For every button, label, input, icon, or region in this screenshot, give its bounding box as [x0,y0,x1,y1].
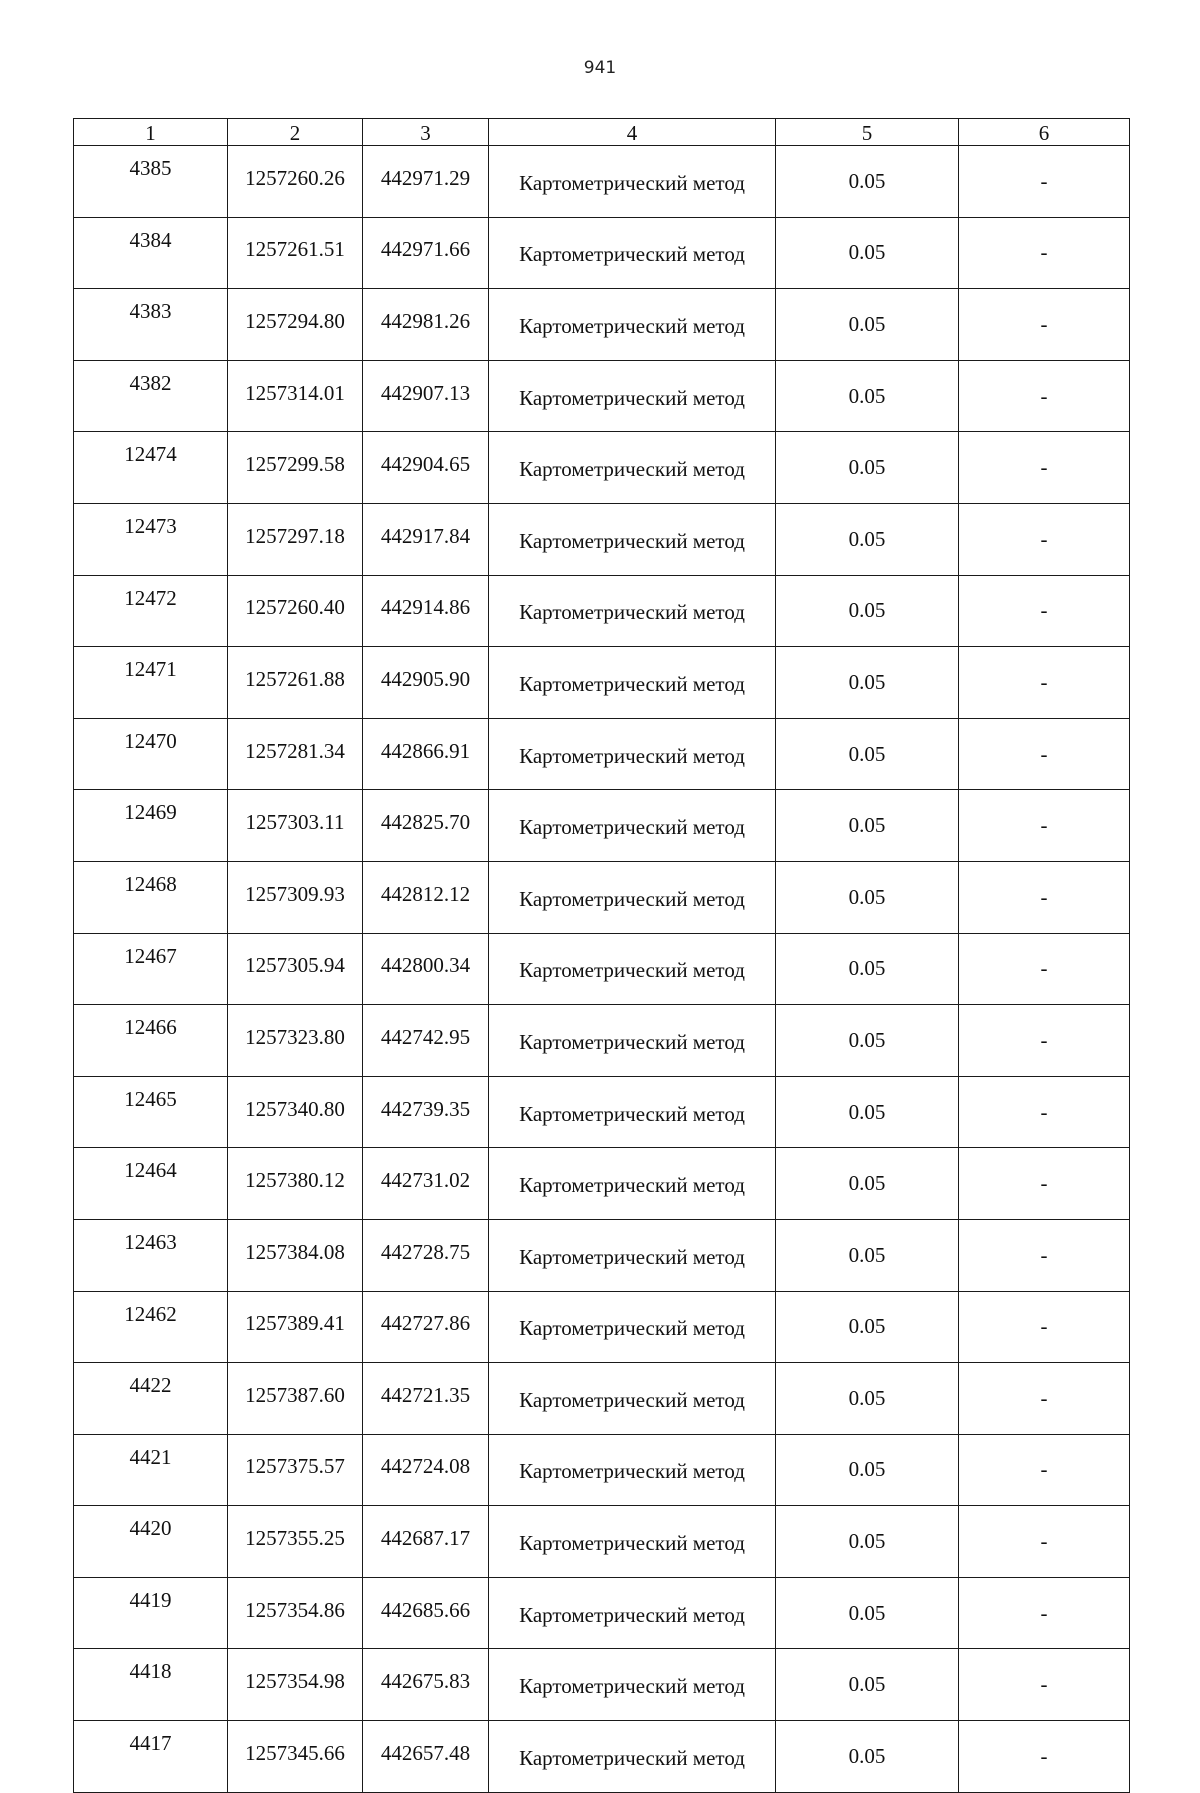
y-coordinate-cell: 442971.66 [363,217,489,289]
column-header-4: 4 [489,119,776,146]
description-cell: - [959,575,1130,647]
y-coordinate-cell: 442724.08 [363,1434,489,1506]
y-coordinate-cell: 442739.35 [363,1076,489,1148]
point-number-cell: 4384 [74,217,228,289]
method-cell: Картометрический метод [489,1219,776,1291]
table-row [74,1649,1130,1721]
accuracy-cell: 0.05 [776,146,959,218]
method-cell: Картометрический метод [489,1148,776,1220]
y-coordinate-cell: 442742.95 [363,1005,489,1077]
x-coordinate-cell: 1257309.93 [228,861,363,933]
y-coordinate-cell: 442914.86 [363,575,489,647]
accuracy-cell: 0.05 [776,861,959,933]
table-row [74,1434,1130,1506]
x-coordinate-cell: 1257345.66 [228,1721,363,1793]
x-coordinate-cell: 1257387.60 [228,1363,363,1435]
point-number-cell: 12468 [74,861,228,933]
column-header-2: 2 [228,119,363,146]
table-row [74,1219,1130,1291]
point-number-cell: 12465 [74,1076,228,1148]
page-number: 941 [583,58,617,78]
x-coordinate-cell: 1257294.80 [228,289,363,361]
method-cell: Картометрический метод [489,718,776,790]
y-coordinate-cell: 442731.02 [363,1148,489,1220]
description-cell: - [959,1721,1130,1793]
accuracy-cell: 0.05 [776,1148,959,1220]
table-row [74,503,1130,575]
method-cell: Картометрический метод [489,575,776,647]
description-cell: - [959,1219,1130,1291]
table-row [74,1577,1130,1649]
method-cell: Картометрический метод [489,790,776,862]
method-cell: Картометрический метод [489,1363,776,1435]
description-cell: - [959,647,1130,719]
y-coordinate-cell: 442917.84 [363,503,489,575]
point-number-cell: 4419 [74,1577,228,1649]
accuracy-cell: 0.05 [776,1577,959,1649]
x-coordinate-cell: 1257355.25 [228,1506,363,1578]
method-cell: Картометрический метод [489,217,776,289]
method-cell: Картометрический метод [489,432,776,504]
y-coordinate-cell: 442904.65 [363,432,489,504]
description-cell: - [959,933,1130,1005]
method-cell: Картометрический метод [489,1076,776,1148]
table-row [74,790,1130,862]
table-row [74,1721,1130,1793]
y-coordinate-cell: 442727.86 [363,1291,489,1363]
description-cell: - [959,217,1130,289]
accuracy-cell: 0.05 [776,575,959,647]
table-row [74,718,1130,790]
point-number-cell: 12463 [74,1219,228,1291]
x-coordinate-cell: 1257354.86 [228,1577,363,1649]
point-number-cell: 4418 [74,1649,228,1721]
accuracy-cell: 0.05 [776,647,959,719]
method-cell: Картометрический метод [489,1649,776,1721]
table-row [74,861,1130,933]
accuracy-cell: 0.05 [776,432,959,504]
x-coordinate-cell: 1257260.26 [228,146,363,218]
x-coordinate-cell: 1257354.98 [228,1649,363,1721]
x-coordinate-cell: 1257323.80 [228,1005,363,1077]
point-number-cell: 4422 [74,1363,228,1435]
point-number-cell: 12474 [74,432,228,504]
accuracy-cell: 0.05 [776,1076,959,1148]
point-number-cell: 4420 [74,1506,228,1578]
accuracy-cell: 0.05 [776,1506,959,1578]
accuracy-cell: 0.05 [776,790,959,862]
method-cell: Картометрический метод [489,289,776,361]
x-coordinate-cell: 1257314.01 [228,360,363,432]
method-cell: Картометрический метод [489,647,776,719]
description-cell: - [959,503,1130,575]
description-cell: - [959,1649,1130,1721]
x-coordinate-cell: 1257380.12 [228,1148,363,1220]
x-coordinate-cell: 1257375.57 [228,1434,363,1506]
point-number-cell: 4385 [74,146,228,218]
method-cell: Картометрический метод [489,360,776,432]
method-cell: Картометрический метод [489,1434,776,1506]
description-cell: - [959,289,1130,361]
y-coordinate-cell: 442907.13 [363,360,489,432]
point-number-cell: 12464 [74,1148,228,1220]
method-cell: Картометрический метод [489,503,776,575]
coordinates-table [73,118,1130,1793]
accuracy-cell: 0.05 [776,1291,959,1363]
y-coordinate-cell: 442905.90 [363,647,489,719]
description-cell: - [959,432,1130,504]
point-number-cell: 4417 [74,1721,228,1793]
accuracy-cell: 0.05 [776,1363,959,1435]
accuracy-cell: 0.05 [776,1005,959,1077]
x-coordinate-cell: 1257261.88 [228,647,363,719]
point-number-cell: 12472 [74,575,228,647]
table-row [74,1363,1130,1435]
table-row [74,575,1130,647]
table-row [74,933,1130,1005]
point-number-cell: 12471 [74,647,228,719]
y-coordinate-cell: 442981.26 [363,289,489,361]
description-cell: - [959,1506,1130,1578]
method-cell: Картометрический метод [489,1291,776,1363]
x-coordinate-cell: 1257384.08 [228,1219,363,1291]
accuracy-cell: 0.05 [776,1721,959,1793]
method-cell: Картометрический метод [489,1506,776,1578]
method-cell: Картометрический метод [489,1721,776,1793]
y-coordinate-cell: 442657.48 [363,1721,489,1793]
table-row [74,1148,1130,1220]
description-cell: - [959,360,1130,432]
table-body [74,146,1130,1793]
y-coordinate-cell: 442825.70 [363,790,489,862]
point-number-cell: 4421 [74,1434,228,1506]
x-coordinate-cell: 1257340.80 [228,1076,363,1148]
description-cell: - [959,718,1130,790]
table-row [74,289,1130,361]
table-row [74,432,1130,504]
x-coordinate-cell: 1257303.11 [228,790,363,862]
point-number-cell: 12467 [74,933,228,1005]
table-row [74,1005,1130,1077]
table-row [74,1076,1130,1148]
table-row [74,1291,1130,1363]
description-cell: - [959,790,1130,862]
accuracy-cell: 0.05 [776,503,959,575]
method-cell: Картометрический метод [489,1577,776,1649]
accuracy-cell: 0.05 [776,1649,959,1721]
column-header-6: 6 [959,119,1130,146]
description-cell: - [959,1076,1130,1148]
accuracy-cell: 0.05 [776,360,959,432]
x-coordinate-cell: 1257281.34 [228,718,363,790]
table-row [74,647,1130,719]
accuracy-cell: 0.05 [776,1219,959,1291]
method-cell: Картометрический метод [489,861,776,933]
description-cell: - [959,1363,1130,1435]
y-coordinate-cell: 442800.34 [363,933,489,1005]
accuracy-cell: 0.05 [776,217,959,289]
x-coordinate-cell: 1257261.51 [228,217,363,289]
y-coordinate-cell: 442971.29 [363,146,489,218]
accuracy-cell: 0.05 [776,289,959,361]
description-cell: - [959,861,1130,933]
table-row [74,146,1130,218]
point-number-cell: 4383 [74,289,228,361]
accuracy-cell: 0.05 [776,1434,959,1506]
description-cell: - [959,1577,1130,1649]
point-number-cell: 12473 [74,503,228,575]
x-coordinate-cell: 1257297.18 [228,503,363,575]
method-cell: Картометрический метод [489,146,776,218]
description-cell: - [959,1434,1130,1506]
description-cell: - [959,1148,1130,1220]
y-coordinate-cell: 442675.83 [363,1649,489,1721]
point-number-cell: 12462 [74,1291,228,1363]
description-cell: - [959,146,1130,218]
method-cell: Картометрический метод [489,1005,776,1077]
column-header-1: 1 [74,119,228,146]
description-cell: - [959,1291,1130,1363]
point-number-cell: 12470 [74,718,228,790]
method-cell: Картометрический метод [489,933,776,1005]
y-coordinate-cell: 442721.35 [363,1363,489,1435]
y-coordinate-cell: 442687.17 [363,1506,489,1578]
table-header [74,119,1130,146]
y-coordinate-cell: 442685.66 [363,1577,489,1649]
accuracy-cell: 0.05 [776,718,959,790]
header-row [74,119,1130,146]
x-coordinate-cell: 1257299.58 [228,432,363,504]
point-number-cell: 12466 [74,1005,228,1077]
column-header-5: 5 [776,119,959,146]
y-coordinate-cell: 442812.12 [363,861,489,933]
y-coordinate-cell: 442866.91 [363,718,489,790]
table-row [74,360,1130,432]
point-number-cell: 4382 [74,360,228,432]
column-header-3: 3 [363,119,489,146]
x-coordinate-cell: 1257389.41 [228,1291,363,1363]
description-cell: - [959,1005,1130,1077]
accuracy-cell: 0.05 [776,933,959,1005]
x-coordinate-cell: 1257305.94 [228,933,363,1005]
x-coordinate-cell: 1257260.40 [228,575,363,647]
table-row [74,217,1130,289]
y-coordinate-cell: 442728.75 [363,1219,489,1291]
table-row [74,1506,1130,1578]
point-number-cell: 12469 [74,790,228,862]
